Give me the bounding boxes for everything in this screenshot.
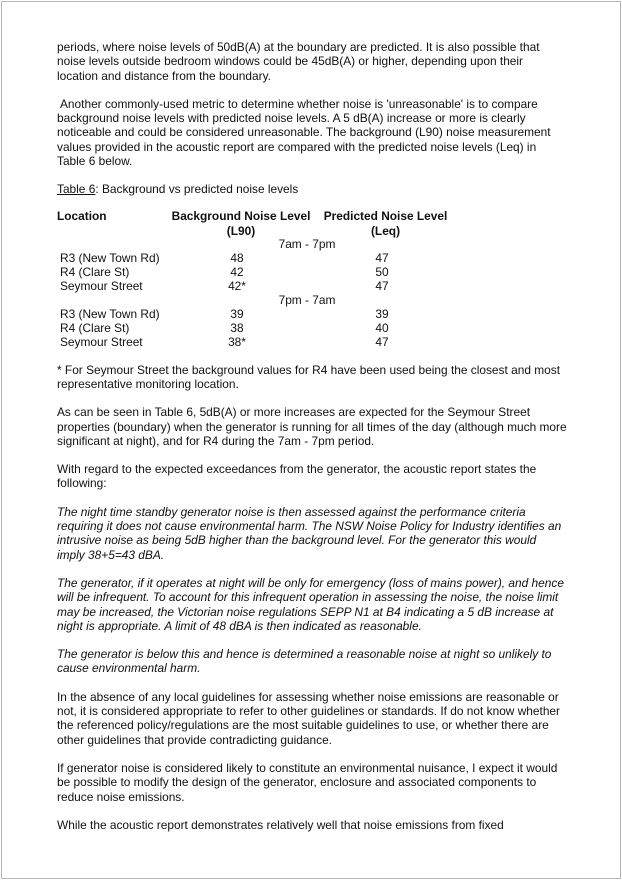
cell-location: R3 (New Town Rd) — [60, 250, 160, 265]
table-row — [57, 279, 477, 293]
cell-background: 39 — [230, 306, 244, 321]
period-label-day: 7am - 7pm — [278, 236, 336, 251]
paragraph-7: While the acoustic report demonstrates relatively well that noise emissions from fixed — [57, 817, 504, 832]
paragraph-1: periods, where noise levels of 50dB(A) at the boundary are predicted. It is also possible that noise levels outside bedroom windows could be 45dB(A) or higher, depending upon their location and distance from the boundary. — [57, 40, 540, 83]
cell-background: 42 — [230, 264, 244, 279]
table-row — [57, 321, 477, 335]
table-caption-label: Table 6 — [57, 182, 96, 197]
cell-location: R4 (Clare St) — [60, 320, 130, 335]
noise-levels-table — [57, 209, 567, 351]
table-row — [57, 335, 477, 349]
table-caption-text: : Background vs predicted noise levels — [95, 182, 299, 197]
paragraph-4: With regard to the expected exceedances from the generator, the acoustic report states the following: — [57, 462, 537, 491]
cell-background: 38* — [228, 334, 246, 349]
cell-predicted: 47 — [375, 250, 389, 265]
table-row — [57, 251, 477, 265]
cell-predicted: 50 — [375, 264, 389, 279]
cell-predicted: 47 — [375, 334, 389, 349]
period-label-night: 7pm - 7am — [278, 292, 336, 307]
quote-1: The night time standby generator noise is then assessed against the performance criteria requiring it does not cause environmental harm. The NSW Noise Policy for Industry identifies an intrusive noise as being 5dB higher than the background level. For the generator this would imply 38+5=43 dBA. — [57, 504, 562, 562]
table-row — [57, 265, 477, 279]
cell-background: 38 — [230, 320, 244, 335]
table-footnote: * For Seymour Street the background values for R4 have been used being the closest and most representative monitoring location. — [57, 362, 561, 391]
document-body — [57, 40, 567, 832]
paragraph-5: In the absence of any local guidelines for assessing whether noise emissions are reasonable or not, it is considered appropriate to refer to other guidelines or standards. If do not know whether the referenced policy/regulations are the most suitable guidelines to use, or whether there are other guidelines that provide contradicting guidance. — [57, 689, 561, 747]
paragraph-6: If generator noise is considered likely to constitute an environmental nuisance, I expect it would be possible to modify the design of the generator, enclosure and associated components to reduce noise emissions. — [57, 760, 558, 804]
cell-background: 48 — [230, 250, 244, 265]
quote-3: The generator is below this and hence is determined a reasonable noise at night so unlikely to cause environmental harm. — [57, 647, 552, 676]
cell-location: R3 (New Town Rd) — [60, 306, 160, 321]
header-predicted-line2: (Leq) — [370, 223, 401, 238]
cell-location: Seymour Street — [60, 278, 143, 293]
table-caption — [57, 182, 567, 196]
table-row — [57, 307, 477, 321]
paragraph-2: Another commonly-used metric to determine whether noise is 'unreasonable' is to compare background noise levels with predicted noise levels. A 5 dB(A) increase or more is clearly noticeable and could be considered unreasonable. The background (L90) noise measurement values provided in the acoustic report are compared with the predicted noise levels (Leq) in Table 6 below. — [57, 96, 551, 169]
cell-predicted: 47 — [375, 278, 389, 293]
cell-predicted: 39 — [375, 306, 389, 321]
header-background-line1: Background Noise Level — [171, 208, 311, 223]
cell-predicted: 40 — [375, 320, 389, 335]
header-location: Location — [57, 208, 107, 223]
cell-location: R4 (Clare St) — [60, 264, 130, 279]
header-predicted-line1: Predicted Noise Level — [323, 208, 448, 223]
paragraph-3: As can be seen in Table 6, 5dB(A) or more increases are expected for the Seymour Street properties (boundary) when the generator is running for all times of the day (although much more significant at night), and for R4 during the 7am - 7pm period. — [57, 405, 567, 448]
quote-2: The generator, if it operates at night will be only for emergency (loss of mains power), and hence will be infrequent. To account for this infrequent operation in assessing the noise, the noise limit may be increased, the Victorian noise regulations SEPP N1 at B4 indicating a 5 dB increase at night is appropriate. A limit of 48 dBA is then indicated as reasonable. — [57, 575, 564, 633]
cell-location: Seymour Street — [60, 334, 143, 349]
header-background-line2: (L90) — [226, 223, 256, 238]
cell-background: 42* — [228, 278, 246, 293]
header-predicted — [319, 209, 452, 239]
header-background — [166, 209, 316, 239]
